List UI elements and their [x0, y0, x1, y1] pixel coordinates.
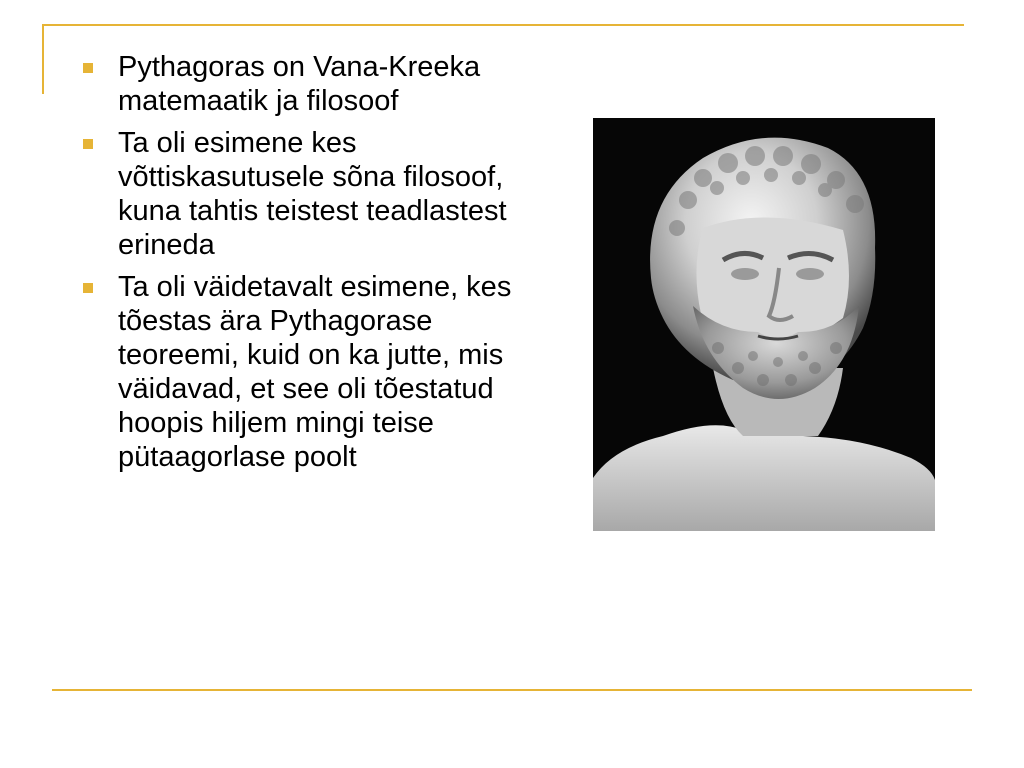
bullet-item [80, 270, 550, 474]
bullet-text: Pythagoras on Vana-Kreeka matemaatik ja filosoof [118, 51, 481, 117]
bullet-item [80, 50, 550, 118]
square-bullet-icon [83, 139, 93, 149]
bottom-rule [52, 689, 972, 691]
square-bullet-icon [83, 63, 93, 73]
bullet-text: Ta oli väidetavalt esimene, kes tõestas ära Pythagorase teoreemi, kuid on ka jutte, mis väidavad, et see oli tõestatud hoopis hiljem mingi teise pütaagorlase poolt [118, 271, 512, 473]
bullet-list [80, 50, 550, 482]
left-rule [42, 24, 44, 94]
pythagoras-bust-image [593, 118, 935, 531]
square-bullet-icon [83, 283, 93, 293]
bullet-text: Ta oli esimene kes võttiskasutusele sõna filosoof, kuna tahtis teistest teadlastest erineda [118, 127, 507, 261]
bullet-item [80, 126, 550, 262]
top-rule [42, 24, 964, 26]
